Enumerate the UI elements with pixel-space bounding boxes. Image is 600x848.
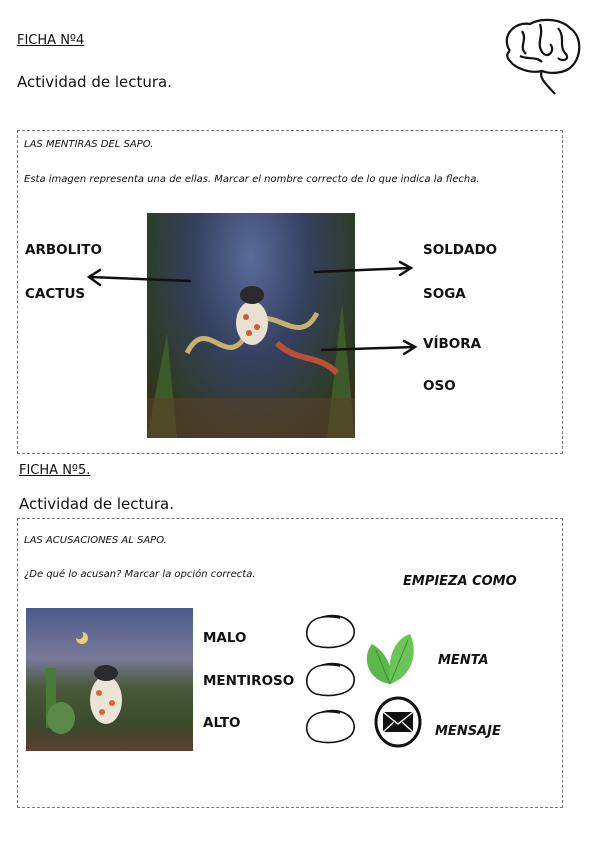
ficha-5-subtitle: Actividad de lectura.	[19, 495, 175, 513]
hint-menta: MENTA	[438, 653, 489, 668]
leaf-icon	[362, 632, 418, 688]
option-arbolito[interactable]: ARBOLITO	[25, 242, 102, 258]
toad-accused-illustration	[26, 608, 193, 751]
ficha-5-instruction: ¿De qué lo acusan? Marcar la opción correcta.	[24, 569, 256, 580]
option-cactus[interactable]: CACTUS	[25, 286, 86, 302]
option-oso[interactable]: OSO	[423, 378, 456, 394]
envelope-icon	[372, 696, 426, 750]
checkbox-alto[interactable]	[302, 707, 358, 747]
ficha-5-heading: LAS ACUSACIONES AL SAPO.	[24, 535, 167, 546]
checkbox-mentiroso[interactable]	[302, 660, 358, 700]
ficha-5-title: FICHA Nº5.	[19, 463, 91, 478]
option-mentiroso[interactable]: MENTIROSO	[203, 673, 295, 689]
hint-title: EMPIEZA COMO	[403, 574, 517, 589]
option-malo[interactable]: MALO	[203, 630, 247, 646]
option-soga[interactable]: SOGA	[423, 286, 466, 302]
option-alto[interactable]: ALTO	[203, 715, 241, 731]
ficha-4-subtitle: Actividad de lectura.	[17, 73, 173, 91]
hint-mensaje: MENSAJE	[435, 724, 501, 739]
option-soldado[interactable]: SOLDADO	[423, 242, 498, 258]
ficha-4-heading: LAS MENTIRAS DEL SAPO.	[24, 139, 154, 150]
option-vibora[interactable]: VÍBORA	[423, 336, 482, 352]
checkbox-malo[interactable]	[302, 612, 358, 652]
ficha-4-title: FICHA Nº4	[17, 33, 85, 48]
ficha-4-instruction: Esta imagen representa una de ellas. Marcar el nombre correcto de lo que indica la flecha.	[24, 174, 480, 185]
